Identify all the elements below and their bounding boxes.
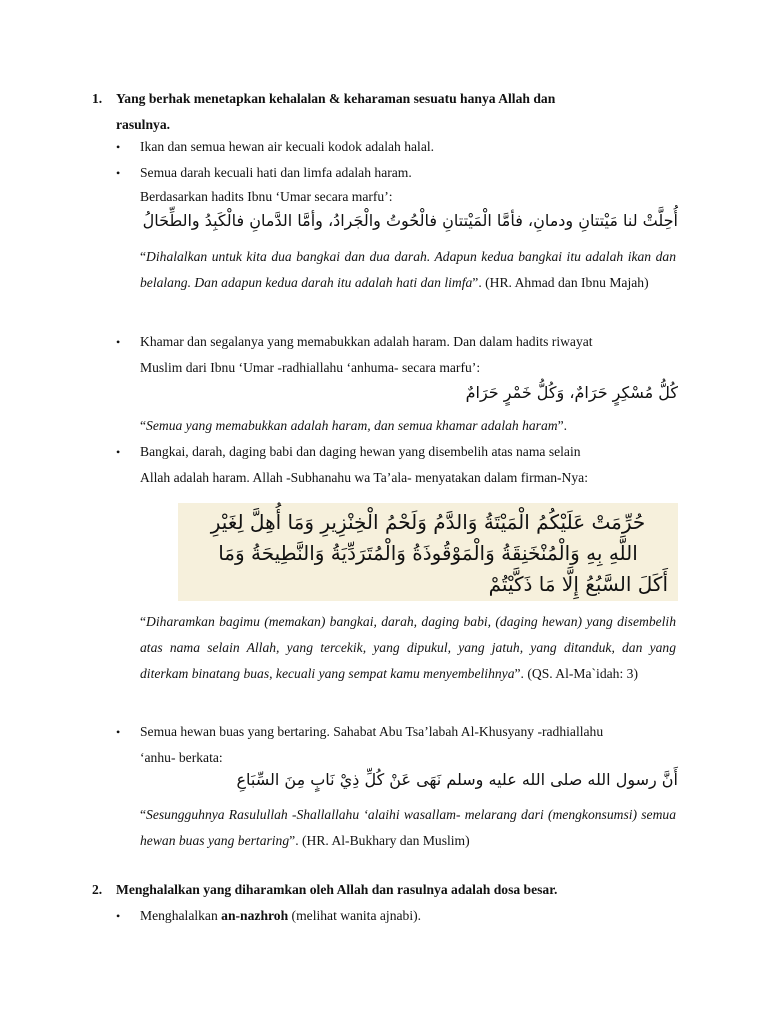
quran-verse-image (178, 503, 678, 601)
bullet-hewan-buas-line2: ‘anhu- berkata: (140, 750, 223, 765)
section-2-heading (92, 877, 682, 903)
nazhroh-term: an-nazhroh (221, 908, 289, 923)
quran-line1: حُرِّمَتْ عَلَيْكُمُ الْمَيْتَةُ وَالدَّمُ وَلَحْمُ الْخِنْزِيرِ وَمَا أُهِلَّ لِغَيْرِ (210, 510, 646, 534)
hewan-buas-reference: . (HR. Al-Bukhary dan Muslim) (295, 833, 470, 848)
bullet-darah (116, 160, 676, 186)
darah-arabic-hadith: أُحِلَّتْ لنا مَيْتتانِ ودمانِ، فأمَّا الْمَيْتتانِ فالْحُوتُ والْجَرادُ، وأمَّا الدَّمانِ فالْكَبِدُ والطِّحَالُ (142, 211, 678, 230)
khamar-translation-italic: Semua yang memabukkan adalah haram, dan semua khamar adalah haram (146, 418, 558, 433)
khamar-translation: “Semua yang memabukkan adalah haram, dan semua khamar adalah haram”. (140, 418, 568, 433)
bullet-khamar (116, 329, 676, 355)
bullet-nazhroh (116, 903, 676, 929)
quran-reference: . (QS. Al-Ma`idah: 3) (520, 666, 638, 681)
bullet-bangkai-line2: Allah adalah haram. Allah -Subhanahu wa Ta’ala- menyatakan dalam firman-Nya: (140, 470, 588, 485)
darah-reference: . (HR. Ahmad dan Ibnu Majah) (478, 275, 649, 290)
section-1-number: 1. (92, 91, 103, 106)
section-2-title: Menghalalkan yang diharamkan oleh Allah dan rasulnya adalah dosa besar. (116, 882, 558, 897)
bullet-bangkai (116, 439, 676, 491)
bullet-bangkai-text (140, 439, 676, 491)
darah-translation: “Dihalalkan untuk kita dua bangkai dan dua darah. Adapun kedua bangkai itu adalah ikan dan belalang. Dan adapun kedua darah itu adalah hati dan limfa”. (HR. Ahmad dan Ibnu Majah) (140, 249, 676, 290)
bullet-nazhroh-text: Menghalalkan an-nazhroh (melihat wanita ajnabi). (140, 908, 422, 923)
hewan-buas-translation-italic: Sesungguhnya Rasulullah -Shallallahu ‘alaihi wasallam- melarang dari (mengkonsumsi) semua hewan buas yang bertaring (140, 807, 676, 848)
bullet-hewan-buas (116, 719, 676, 771)
quran-translation-italic: Diharamkan bagimu (memakan) bangkai, darah, daging babi, (daging hewan) yang disembelih atas nama selain Allah, yang tercekik, yang dipukul, yang jatuh, yang ditanduk, dan yang diterkam binatang buas, kecuali yang sempat kamu menyembelihnya (140, 614, 676, 681)
quran-translation: “Diharamkan bagimu (memakan) bangkai, darah, daging babi, (daging hewan) yang disembelih atas nama selain Allah, yang tercekik, yang dipukul, yang jatuh, yang ditanduk, dan yang diterkam binatang buas, kecuali yang sempat kamu menyembelihnya”. (QS. Al-Ma`idah: 3) (140, 614, 676, 681)
section-2-number: 2. (92, 882, 103, 897)
bullet-dot: • (116, 140, 121, 154)
khamar-note: Muslim dari Ibnu ‘Umar -radhiallahu ‘anhuma- secara marfu’: (140, 360, 481, 375)
bullet-dot: • (116, 445, 121, 459)
darah-note: Berdasarkan hadits Ibnu ‘Umar secara marfu’: (140, 189, 393, 204)
bullet-hewan-buas-text (140, 719, 676, 771)
hewan-buas-translation: “Sesungguhnya Rasulullah -Shallallahu ‘alaihi wasallam- melarang dari (mengkonsumsi) semua hewan buas yang bertaring”. (HR. Al-Bukhary dan Muslim) (140, 807, 676, 848)
bullet-dot: • (116, 725, 121, 739)
khamar-arabic-hadith: كُلُّ مُسْكِرٍ حَرَامٌ، وَكُلُّ خَمْرٍ حَرَامٌ (465, 383, 678, 402)
bullet-dot: • (116, 166, 121, 180)
section-1-title-line1: Yang berhak menetapkan kehalalan & keharaman sesuatu hanya Allah dan (116, 91, 556, 106)
quran-line2: اللَّهِ بِهِ وَالْمُنْخَنِقَةُ وَالْمَوْقُوذَةُ وَالْمُتَرَدِّيَةُ وَالنَّطِيحَةُ وَمَا (218, 541, 638, 565)
bullet-dot: • (116, 909, 121, 923)
quran-line3: أَكَلَ السَّبُعُ إِلَّا مَا ذَكَّيْتُمْ (488, 572, 668, 596)
section-1-title-line2: rasulnya. (116, 117, 171, 132)
bullet-ikan-text: Ikan dan semua hewan air kecuali kodok adalah halal. (140, 139, 435, 154)
bullet-darah-text: Semua darah kecuali hati dan limfa adalah haram. (140, 165, 412, 180)
hewan-buas-arabic-hadith: أَنَّ رسول الله صلى الله عليه وسلم نَهَى عَنْ كُلِّ ذِيْ نَابٍ مِنَ السِّبَاعِ (236, 770, 678, 789)
bullet-hewan-buas-line1: Semua hewan buas yang bertaring. Sahabat Abu Tsa’labah Al-Khusyany -radhiallahu (140, 724, 604, 739)
bullet-dot: • (116, 335, 121, 349)
section-1-heading (92, 86, 682, 138)
bullet-ikan (116, 134, 676, 160)
bullet-khamar-text: Khamar dan segalanya yang memabukkan adalah haram. Dan dalam hadits riwayat (140, 334, 593, 349)
bullet-bangkai-line1: Bangkai, darah, daging babi dan daging hewan yang disembelih atas nama selain (140, 444, 581, 459)
darah-translation-italic: Dihalalkan untuk kita dua bangkai dan dua darah. Adapun kedua bangkai itu adalah ikan dan belalang. Dan adapun kedua darah itu adalah hati dan limfa (140, 249, 676, 290)
section-1-title (116, 86, 682, 138)
